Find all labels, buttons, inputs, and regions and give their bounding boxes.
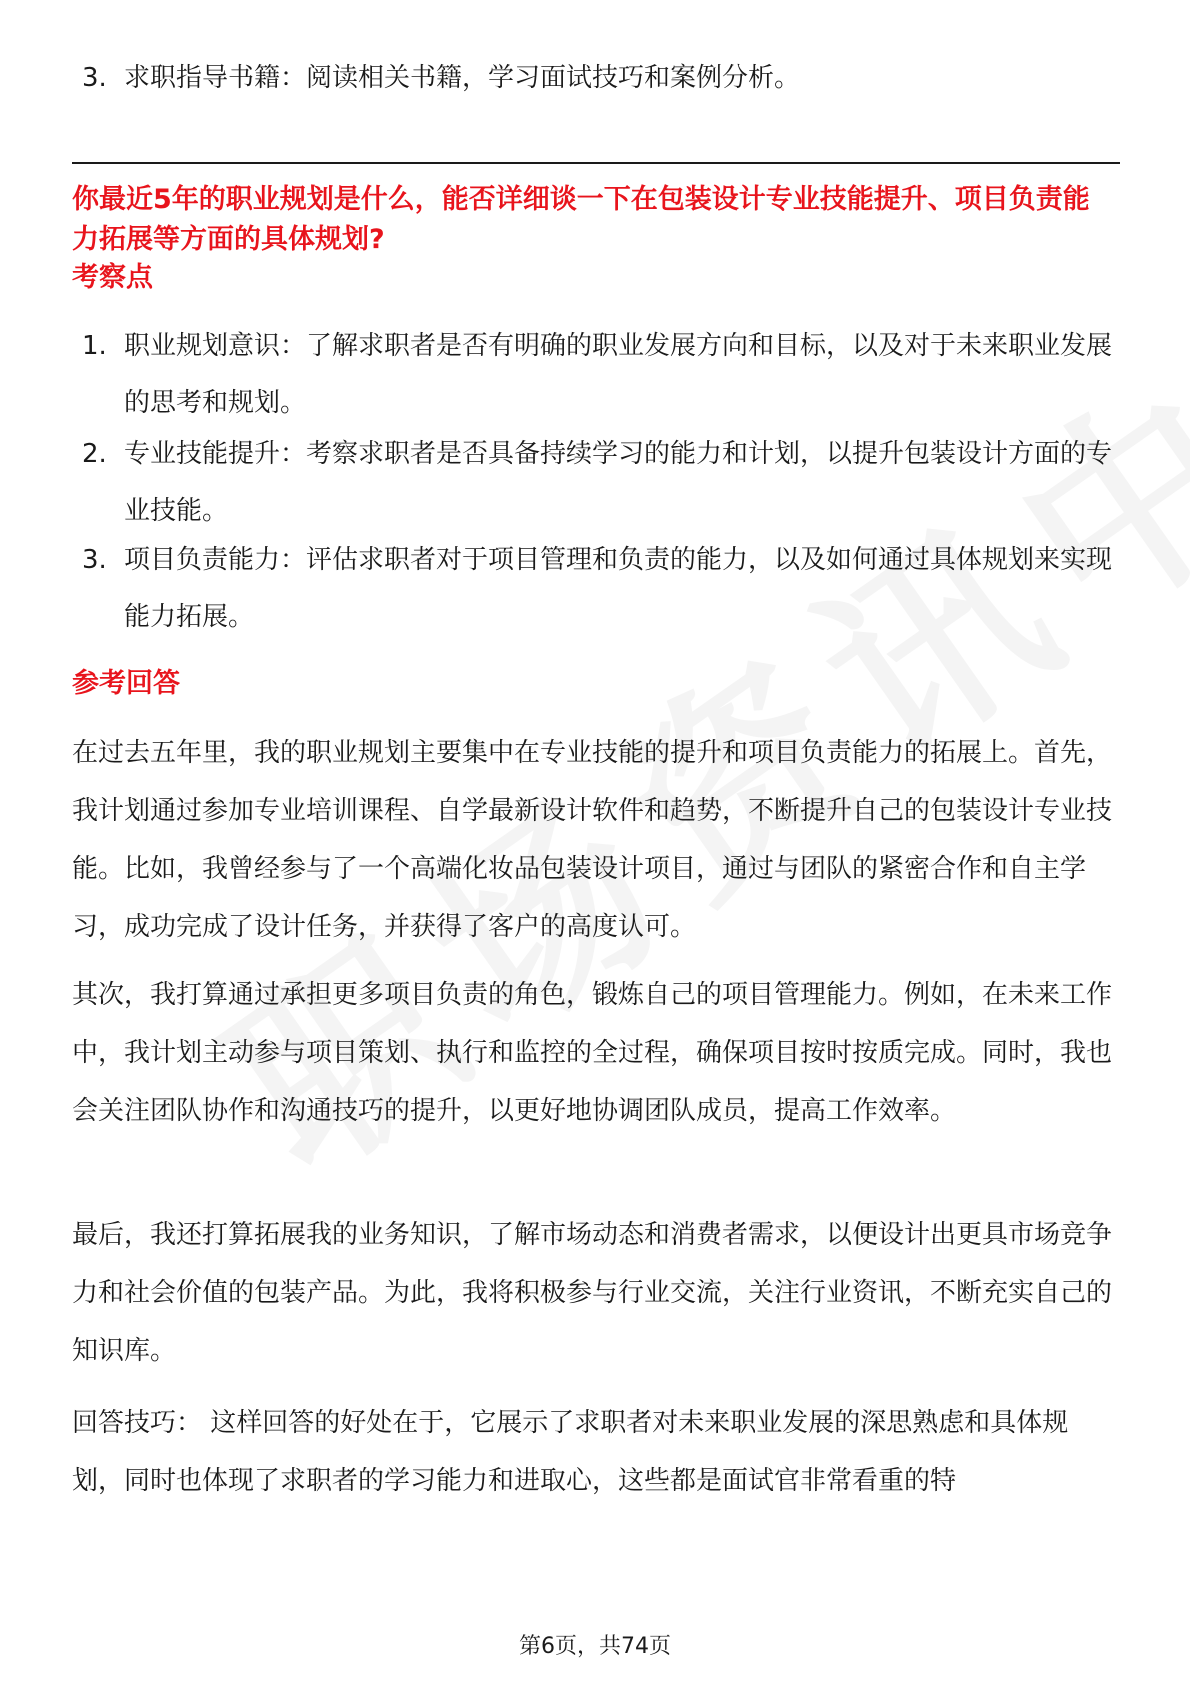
list-text: 项目负责能力：评估求职者对于项目管理和负责的能力，以及如何通过具体规划来实现能力拓展。 (124, 545, 1113, 632)
answer-paragraph: 在过去五年里，我的职业规划主要集中在专业技能的提升和项目负责能力的拓展上。首先，我计划通过参加专业培训课程、自学最新设计软件和趋势，不断提升自己的包装设计专业技能。比如，我曾经参与了一个高端化妆品包装设计项目，通过与团队的紧密合作和自主学习，成功完成了设计任务，并获得了客户的高度认可。 (72, 738, 1113, 942)
list-number: 1. (82, 331, 107, 361)
exam-points-title: 考察点 (72, 262, 153, 293)
reference-answer-title: 参考回答 (72, 668, 180, 699)
list-number: 3. (82, 63, 107, 93)
divider (72, 162, 1120, 164)
answer-paragraph: 最后，我还打算拓展我的业务知识，了解市场动态和消费者需求，以便设计出更具市场竞争力和社会价值的包装产品。为此，我将积极参与行业交流，关注行业资讯，不断充实自己的知识库。 (72, 1220, 1113, 1366)
list-text: 职业规划意识：了解求职者是否有明确的职业发展方向和目标，以及对于未来职业发展的思考和规划。 (124, 331, 1113, 418)
list-text: 求职指导书籍：阅读相关书籍，学习面试技巧和案例分析。 (124, 63, 801, 93)
list-number: 3. (82, 545, 107, 575)
list-number: 2. (82, 439, 107, 469)
list-text: 专业技能提升：考察求职者是否具备持续学习的能力和计划，以提升包装设计方面的专业技能。 (124, 439, 1113, 526)
page-number: 第6页，共74页 (519, 1634, 671, 1659)
question-heading: 你最近5年的职业规划是什么，能否详细谈一下在包装设计专业技能提升、项目负责能力拓展等方面的具体规划? (72, 184, 1090, 255)
answer-tips-paragraph: 回答技巧： 这样回答的好处在于，它展示了求职者对未来职业发展的深思熟虑和具体规划，同时也体现了求职者的学习能力和进取心，这些都是面试官非常看重的特 (72, 1408, 1069, 1496)
answer-paragraph: 其次，我打算通过承担更多项目负责的角色，锻炼自己的项目管理能力。例如，在未来工作中，我计划主动参与项目策划、执行和监控的全过程，确保项目按时按质完成。同时，我也会关注团队协作和沟通技巧的提升，以更好地协调团队成员，提高工作效率。 (72, 980, 1113, 1126)
